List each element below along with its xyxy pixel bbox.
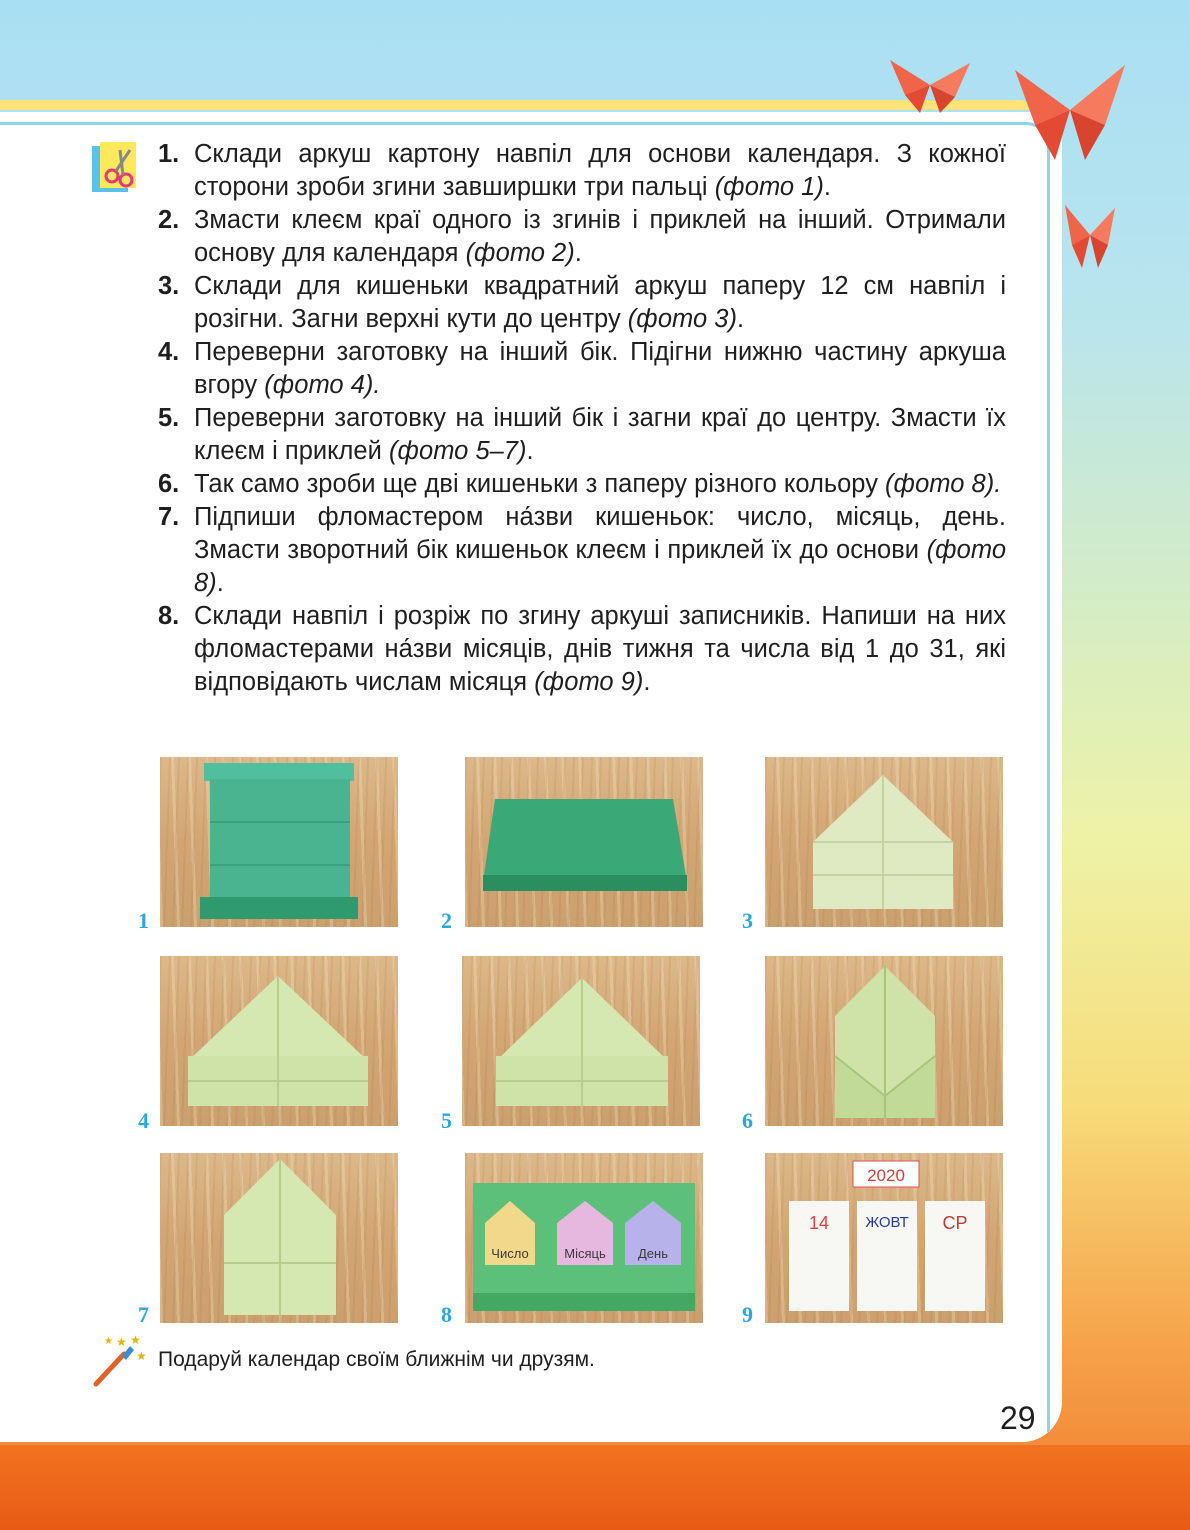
photo-reference: (фото 9) [534,668,644,696]
photo-label: 6 [742,1108,753,1133]
pocket-label: День [638,1246,668,1261]
step-number: 5. [158,404,180,432]
closing-text: Подаруй календар своїм ближнім чи друзям. [158,1348,595,1371]
step-text: Склади навпіл і розріж по згину аркуші записників. Напиши на них фломастерами на́зви місяців, днів тижня та числа від 1 до 31, які відповідають числам місяця [194,602,1006,696]
step-text: Так само зроби ще дві кишеньки з паперу різного кольору [194,470,886,498]
photo-6 [765,956,1003,1126]
scissors-paper-icon [90,140,146,196]
step-number: 8. [158,602,180,630]
instruction-step [158,501,1006,600]
instruction-list [158,138,1006,699]
step-text: Змасти клеєм краї одного із згинів і приклей на інший. Отримали основу для календаря [194,206,1006,267]
step-end: . [526,437,534,465]
photo-8 [465,1153,703,1323]
step-number: 2. [158,206,180,234]
step-number: 7. [158,503,180,531]
step-end: . [736,305,745,333]
photo-label: 3 [742,908,753,933]
photo-9 [765,1153,1003,1323]
photo-1 [160,757,398,927]
photo-label: 7 [138,1302,149,1327]
photo-reference: (фото 8). [885,470,1002,498]
photo-reference: (фото 2) [465,239,575,267]
step-end: . [823,173,831,201]
origami-butterfly-icon [1060,200,1120,270]
bottom-orange-band [0,1445,1190,1530]
instruction-step [158,402,1006,468]
step-text: Переверни заготовку на інший бік і загни краї до центру. Змасти їх клеєм і приклей [194,404,1006,465]
origami-butterfly-icon [1010,55,1130,165]
photo-reference: (фото 3) [627,305,737,333]
photo-label: 5 [441,1108,452,1133]
instruction-step [158,336,1006,402]
step-text: Переверни заготовку на інший бік. Підігни нижню частину аркуша вгору [194,338,1006,399]
step-number: 1. [158,140,180,168]
step-end: . [216,569,224,597]
instruction-step [158,468,1006,501]
photo-3 [765,757,1003,927]
top-yellow-stripe [0,100,1030,110]
card-day-number: 14 [808,1213,830,1233]
photo-reference: (фото 5–7) [388,437,527,465]
page-number: 29 [1000,1400,1036,1436]
year-label: 2020 [867,1166,905,1185]
instruction-step [158,600,1006,699]
step-end: . [574,239,582,267]
photo-label: 4 [138,1108,149,1133]
photo-2 [465,757,703,927]
instruction-step [158,270,1006,336]
instruction-step [158,138,1006,204]
photo-reference: (фото 1) [714,173,824,201]
svg-text:★: ★ [104,1336,113,1347]
svg-text:★: ★ [130,1333,141,1347]
photo-reference: (фото 8) [194,536,1006,597]
photo-label: 2 [441,908,452,933]
step-text: Склади аркуш картону навпіл для основи календаря. З кожної сторони зроби згини завширшки три пальці [194,140,1006,201]
photo-label: 9 [742,1302,753,1327]
photo-reference: (фото 4). [264,371,381,399]
card-weekday: СР [942,1213,968,1233]
pocket-label: Місяць [564,1246,606,1261]
svg-text:★: ★ [116,1335,127,1349]
photo-5 [462,956,700,1126]
origami-butterfly-icon [885,55,975,115]
step-number: 6. [158,470,180,498]
pocket-label: Число [491,1246,529,1261]
step-number: 4. [158,338,180,366]
step-text: Підпиши фломастером на́зви кишеньок: число, місяць, день. Змасти зворотний бік кишеньок клеєм і приклей їх до основи [194,503,1006,564]
magic-brush-icon [90,1332,150,1390]
instruction-step [158,204,1006,270]
photo-4 [160,956,398,1126]
photo-label: 1 [138,908,149,933]
step-end: . [643,668,651,696]
svg-text:★: ★ [136,1349,147,1363]
step-text: Склади для кишеньки квадратний аркуш паперу 12 см навпіл і розігни. Загни верхні кути до центру [194,272,1006,333]
photo-7 [160,1153,398,1323]
card-month: ЖОВТ [865,1214,909,1231]
step-number: 3. [158,272,180,300]
photo-label: 8 [441,1302,452,1327]
